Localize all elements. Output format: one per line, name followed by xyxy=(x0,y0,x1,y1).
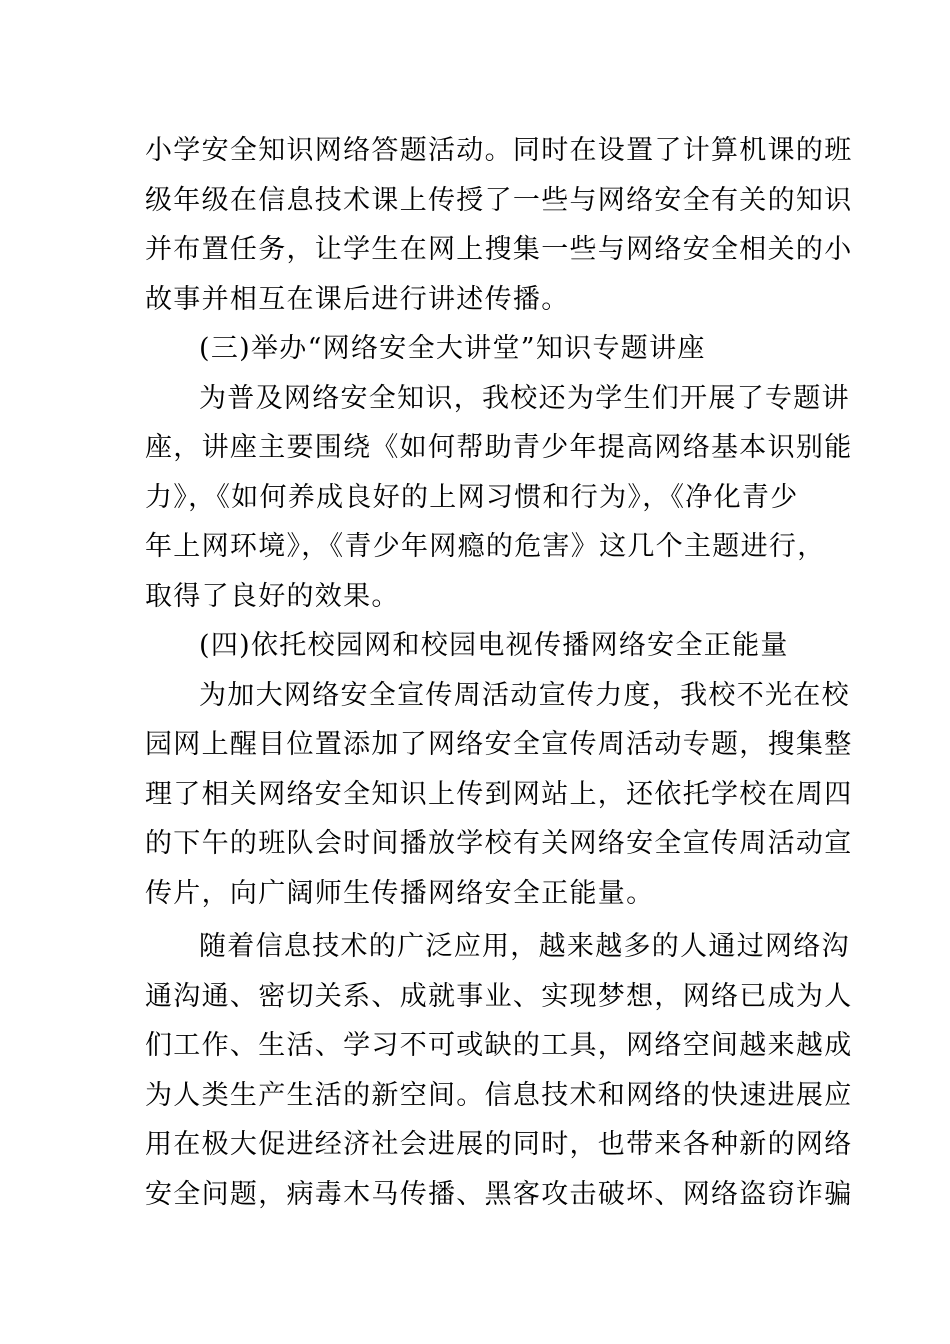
text-line: 安全问题，病毒木马传播、黑客攻击破坏、网络盗窃诈骗 xyxy=(145,1178,853,1210)
text-line: 们工作、生活、学习不可或缺的工具，网络空间越来越成 xyxy=(145,1030,853,1061)
text-line: 传片，向广阔师生传播网络安全正能量。 xyxy=(145,877,655,909)
text-line: 并布置任务，让学生在网上搜集一些与网络安全相关的小 xyxy=(145,234,853,265)
section-heading: (四)依托校园网和校园电视传播网络安全正能量 xyxy=(199,630,789,661)
text-line: 的下午的班队会时间播放学校有关网络安全宣传周活动宣 xyxy=(145,828,853,859)
text-line: 级年级在信息技术课上传授了一些与网络安全有关的知识 xyxy=(145,184,853,216)
text-line: 力》，《如何养成良好的上网习惯和行为》，《净化青少 xyxy=(145,481,799,513)
text-line: 园网上醒目位置添加了网络安全宣传周活动专题，搜集整 xyxy=(145,729,853,760)
text-line: 通沟通、密切关系、成就事业、实现梦想，网络已成为人 xyxy=(145,980,853,1012)
text-line: 用在极大促进经济社会进展的同时，也带来各种新的网络 xyxy=(145,1129,853,1160)
paragraph-first-line: 为加大网络安全宣传周活动宣传力度，我校不光在校 xyxy=(199,679,850,711)
text-line: 小学安全知识网络答题活动。同时在设置了计算机课的班 xyxy=(145,135,853,166)
document-body xyxy=(145,126,853,1219)
text-line: 年上网环境》，《青少年网瘾的危害》这几个主题进行， xyxy=(145,531,826,562)
paragraph-first-line: 随着信息技术的广泛应用，越来越多的人通过网络沟 xyxy=(199,931,850,962)
text-line: 故事并相互在课后进行讲述传播。 xyxy=(145,283,570,315)
text-line: 理了相关网络安全知识上传到网站上，还依托学校在周四 xyxy=(145,778,853,810)
paragraph-first-line: 为普及网络安全知识，我校还为学生们开展了专题讲 xyxy=(199,382,850,414)
section-heading: (三)举办“网络安全大讲堂”知识专题讲座 xyxy=(199,333,706,364)
text-line: 座，讲座主要围绕《如何帮助青少年提高网络基本识别能 xyxy=(145,432,853,463)
text-line: 取得了良好的效果。 xyxy=(145,580,400,612)
text-line: 为人类生产生活的新空间。信息技术和网络的快速进展应 xyxy=(145,1079,853,1111)
